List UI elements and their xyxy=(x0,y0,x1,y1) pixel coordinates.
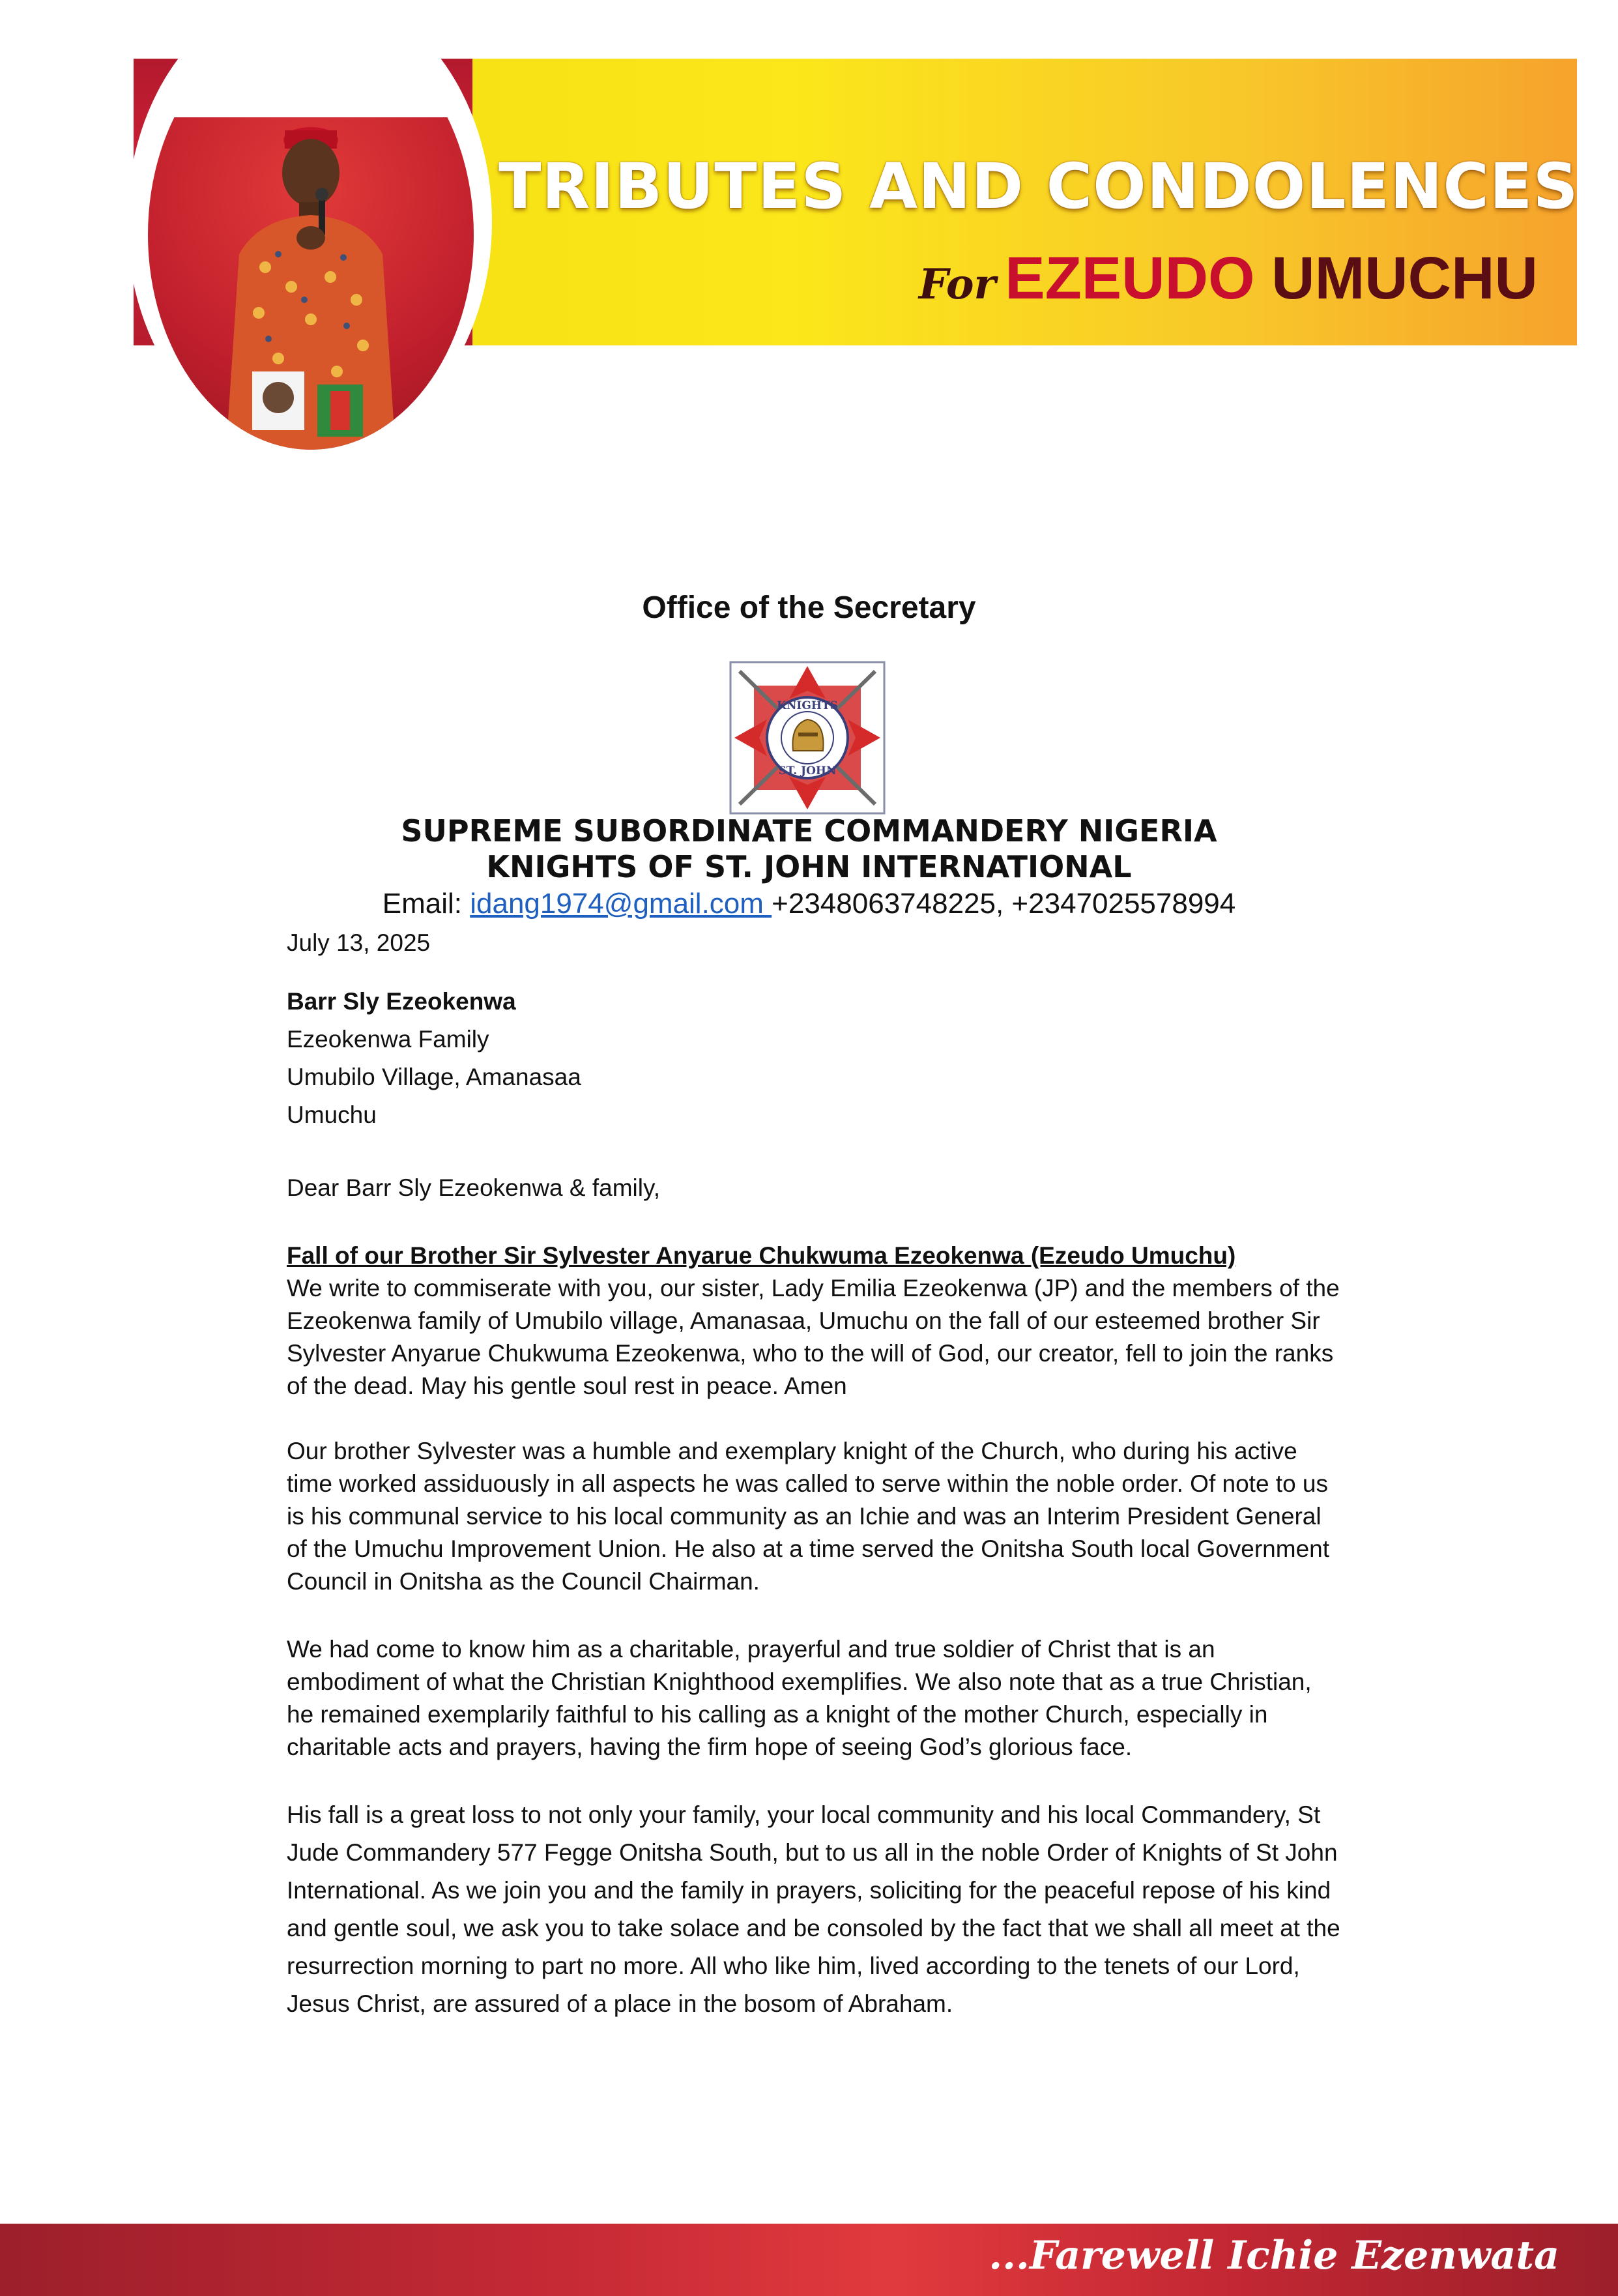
header-banner xyxy=(134,59,1577,345)
logo-text-top: KNIGHTS xyxy=(777,699,838,712)
banner-name-first: EZEUDO xyxy=(1005,245,1272,312)
paragraph-1: We write to commiserate with you, our sister, Lady Emilia Ezeokenwa (JP) and the members of the Ezeokenwa family of Umubilo village, Amanasaa, Umuchu on the fall of our esteemed brother Sir Sylvester Anyarue Chukwuma Ezeokenwa, who to the will of God, our creator, fell to join the ranks of the dead. May his gentle soul rest in peace. Amen xyxy=(287,1275,1340,1399)
footer-band xyxy=(0,2224,1618,2296)
office-title: Office of the Secretary xyxy=(642,590,976,625)
knights-st-john-logo xyxy=(728,660,887,816)
banner-for-label: For xyxy=(918,260,996,309)
salutation: Dear Barr Sly Ezeokenwa & family, xyxy=(287,1174,661,1201)
org-line-1: SUPREME SUBORDINATE COMMANDERY NIGERIA xyxy=(401,813,1217,849)
recipient-name: Barr Sly Ezeokenwa xyxy=(287,988,516,1015)
banner-subtitle xyxy=(919,244,1538,313)
org-line-2: KNIGHTS OF ST. JOHN INTERNATIONAL xyxy=(486,849,1132,884)
letter-date: July 13, 2025 xyxy=(287,929,431,956)
contact-line xyxy=(0,888,1618,920)
recipient-address xyxy=(287,983,1342,1134)
recipient-line-2: Umubilo Village, Amanasaa xyxy=(287,1064,581,1090)
letter-subject: Fall of our Brother Sir Sylvester Anyarue Chukwuma Ezeokenwa (Ezeudo Umuchu) xyxy=(287,1242,1236,1269)
recipient-line-1: Ezeokenwa Family xyxy=(287,1026,489,1053)
paragraph-2: Our brother Sylvester was a humble and exemplary knight of the Church, who during his active time worked assiduously in all aspects he was called to serve within the noble order. Of note to us is his communal service to his local community as an Ichie and was an Interim President General of the Umuchu Improvement Union. He also at a time served the Onitsha South local Government Council in Onitsha as the Council Chairman. xyxy=(287,1438,1330,1595)
paragraph-4: His fall is a great loss to not only your family, your local community and his local Commandery, St Jude Commandery 577 Fegge Onitsha South, but to us all in the noble Order of Knights of St John International. As we join you and the family in prayers, soliciting for the peaceful repose of his kind and gentle soul, we ask you to take solace and be consoled by the fact that we shall all meet at the resurrection morning to part no more. All who like him, lived according to the tenets of our Lord, Jesus Christ, are assured of a place in the bosom of Abraham. xyxy=(287,1801,1340,2017)
banner-name-second: UMUCHU xyxy=(1271,245,1538,312)
phone-numbers: +2348063748225, +2347025578994 xyxy=(772,888,1236,920)
email-label: Email: xyxy=(382,888,470,920)
logo-text-bottom: ST. JOHN xyxy=(778,764,837,777)
banner-title: TRIBUTES AND CONDOLENCES xyxy=(498,150,1579,223)
recipient-line-3: Umuchu xyxy=(287,1101,377,1128)
footer-farewell-text: ...Farewell Ichie Ezenwata xyxy=(989,2233,1559,2278)
paragraph-3: We had come to know him as a charitable, prayerful and true soldier of Christ that is an embodiment of what the Christian Knighthood exemplifies. We also note that as a true Christian, he remained exemplarily faithful to his calling as a knight of the mother Church, especially in charitable acts and prayers, having the firm hope of seeing God’s glorious face. xyxy=(287,1636,1312,1760)
email-link[interactable]: idang1974@gmail.com xyxy=(470,888,772,920)
